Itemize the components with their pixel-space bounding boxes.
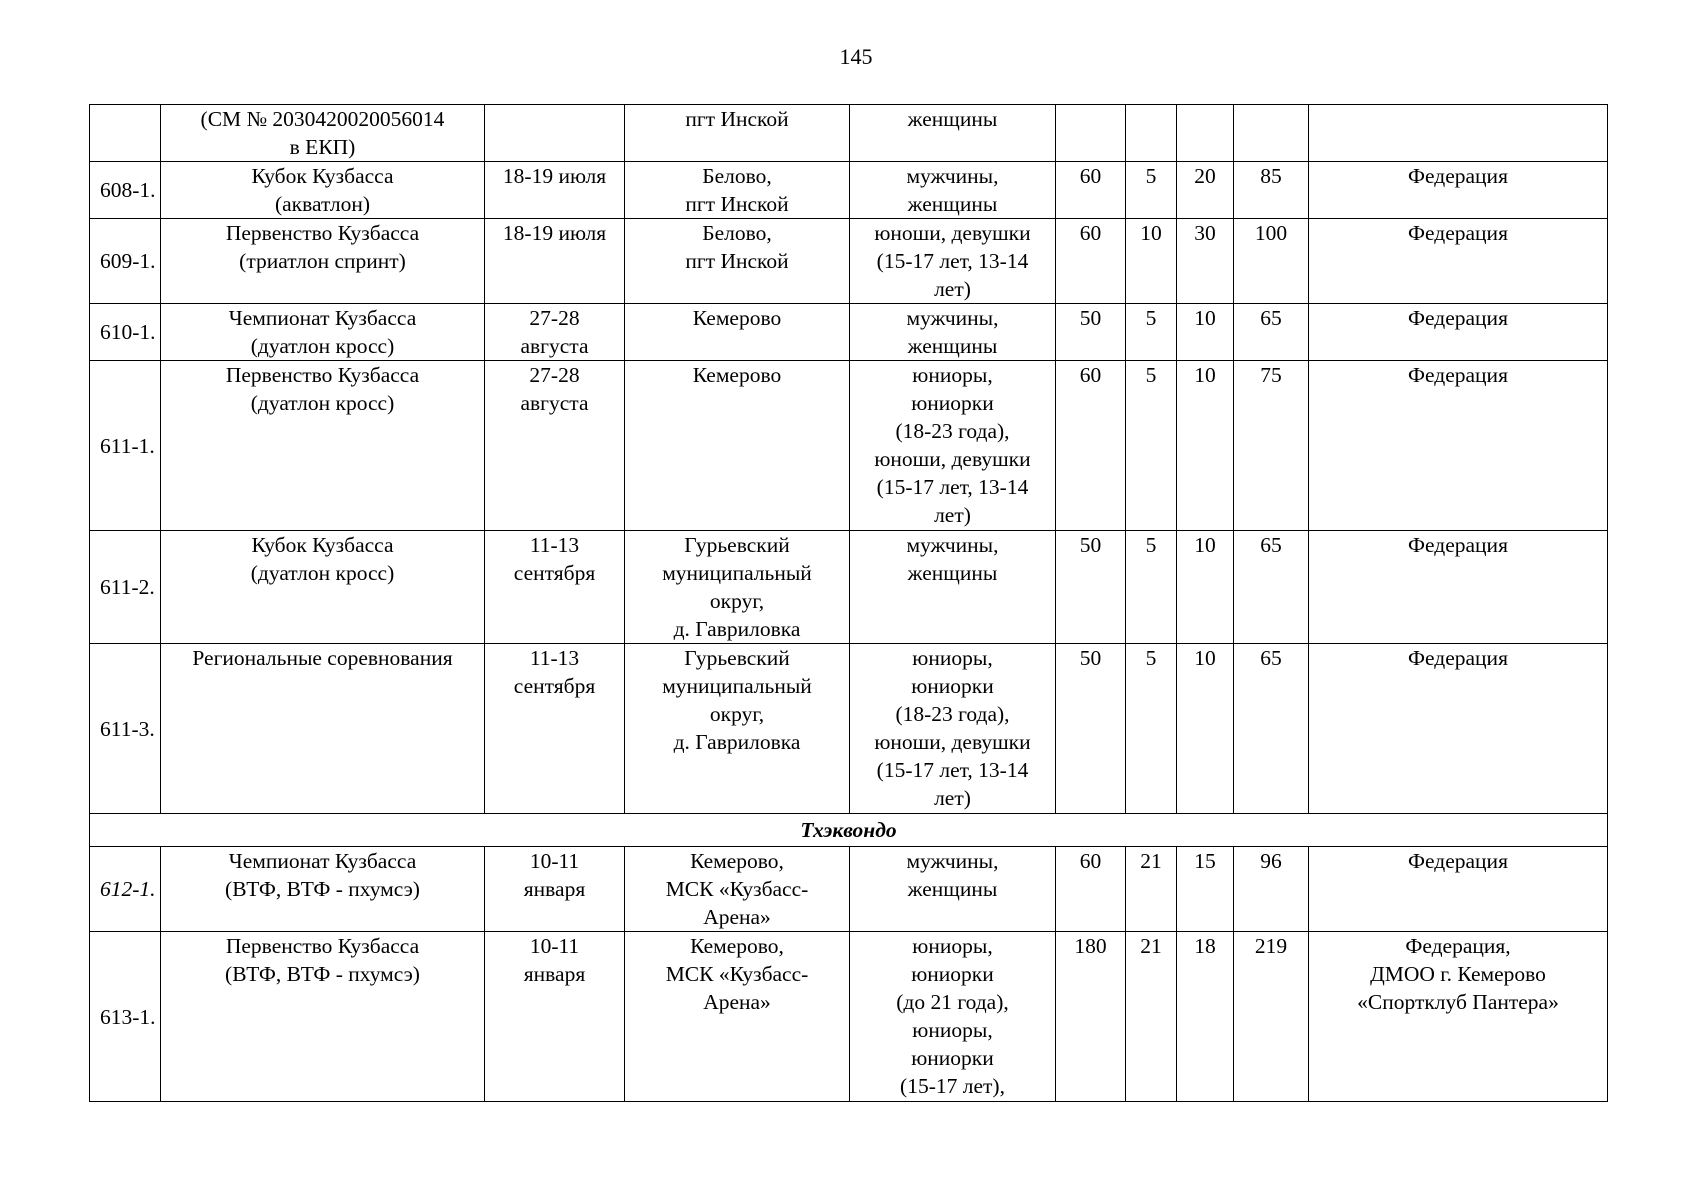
table-row xyxy=(90,219,1608,304)
event-place-cell xyxy=(625,361,850,531)
participants-cell-line: (18-23 года), xyxy=(895,702,1010,726)
participants-cell-line: юноши, девушки xyxy=(874,730,1031,754)
count-cell-2 xyxy=(1126,105,1177,162)
organizer-cell-line: «Спортклуб Пантера» xyxy=(1357,990,1559,1014)
count-cell-3: 10 xyxy=(1177,304,1234,361)
event-date-cell-line: 18-19 июля xyxy=(502,221,607,245)
count-cell-3: 10 xyxy=(1177,644,1234,814)
event-number-cell: 609-1. xyxy=(90,219,161,304)
count-cell-1: 60 xyxy=(1056,361,1126,531)
event-name-cell xyxy=(161,531,485,644)
event-name-cell-line: Кубок Кузбасса xyxy=(251,164,394,188)
organizer-cell-line: Федерация xyxy=(1408,533,1508,557)
count-cell-2: 5 xyxy=(1126,361,1177,531)
count-cell-2: 21 xyxy=(1126,932,1177,1102)
table-row xyxy=(90,304,1608,361)
organizer-cell xyxy=(1309,644,1608,814)
participants-cell-line: юниорки xyxy=(911,391,994,415)
event-name-cell xyxy=(161,361,485,531)
section-title: Тхэквондо xyxy=(90,814,1608,847)
count-cell-3: 18 xyxy=(1177,932,1234,1102)
organizer-cell xyxy=(1309,304,1608,361)
participants-cell-line: лет) xyxy=(934,277,971,301)
event-date-cell-line: 27-28 xyxy=(529,306,580,330)
event-name-cell xyxy=(161,219,485,304)
event-date-cell xyxy=(485,932,625,1102)
event-place-cell-line: Арена» xyxy=(703,990,771,1014)
event-date-cell xyxy=(485,304,625,361)
event-place-cell xyxy=(625,162,850,219)
count-cell-3 xyxy=(1177,105,1234,162)
count-cell-2: 5 xyxy=(1126,531,1177,644)
organizer-cell xyxy=(1309,847,1608,932)
event-place-cell-line: округ, xyxy=(709,702,765,726)
event-name-cell-line: (СМ № 2030420020056014 xyxy=(200,107,445,131)
event-date-cell-line: 11-13 xyxy=(529,533,580,557)
participants-cell-line: мужчины, xyxy=(906,533,999,557)
organizer-cell xyxy=(1309,361,1608,531)
participants-cell-line: юниоры, xyxy=(912,934,993,958)
event-date-cell xyxy=(485,361,625,531)
count-cell-1: 60 xyxy=(1056,219,1126,304)
organizer-cell-line: Федерация xyxy=(1408,306,1508,330)
count-cell-3: 20 xyxy=(1177,162,1234,219)
event-place-cell xyxy=(625,644,850,814)
event-name-cell-line: Чемпионат Кузбасса xyxy=(228,306,417,330)
organizer-cell-line: Федерация xyxy=(1408,646,1508,670)
participants-cell-line: мужчины, xyxy=(906,164,999,188)
count-cell-1: 50 xyxy=(1056,531,1126,644)
total-count-cell: 65 xyxy=(1234,304,1309,361)
event-place-cell-line: пгт Инской xyxy=(685,192,789,216)
event-number-cell: 612-1. xyxy=(90,847,161,932)
event-number-cell xyxy=(90,105,161,162)
participants-cell-line: лет) xyxy=(934,503,971,527)
total-count-cell xyxy=(1234,105,1309,162)
total-count-cell: 219 xyxy=(1234,932,1309,1102)
participants-cell-line: женщины xyxy=(907,877,998,901)
event-date-cell xyxy=(485,105,625,162)
event-name-cell xyxy=(161,932,485,1102)
event-date-cell xyxy=(485,219,625,304)
participants-cell-line: (18-23 года), xyxy=(895,419,1010,443)
event-number-cell: 611-2. xyxy=(90,531,161,644)
total-count-cell: 65 xyxy=(1234,531,1309,644)
participants-cell xyxy=(850,219,1056,304)
participants-cell xyxy=(850,105,1056,162)
event-place-cell xyxy=(625,932,850,1102)
event-name-cell-line: Первенство Кузбасса xyxy=(225,221,420,245)
participants-cell-line: мужчины, xyxy=(906,306,999,330)
schedule-table xyxy=(89,104,1608,1102)
event-number-cell: 613-1. xyxy=(90,932,161,1102)
participants-cell xyxy=(850,932,1056,1102)
table-row xyxy=(90,162,1608,219)
participants-cell-line: юниоры, xyxy=(912,363,993,387)
event-date-cell-line: января xyxy=(523,962,586,986)
participants-cell xyxy=(850,304,1056,361)
event-place-cell xyxy=(625,531,850,644)
event-date-cell-line: сентября xyxy=(513,561,596,585)
event-date-cell xyxy=(485,531,625,644)
event-date-cell-line: августа xyxy=(520,334,589,358)
event-place-cell xyxy=(625,847,850,932)
event-name-cell-line: Первенство Кузбасса xyxy=(225,934,420,958)
section-row xyxy=(90,814,1608,847)
event-place-cell-line: д. Гавриловка xyxy=(673,617,801,641)
count-cell-1: 180 xyxy=(1056,932,1126,1102)
event-name-cell-line: Региональные соревнования xyxy=(192,646,453,670)
organizer-cell-line: Федерация xyxy=(1408,164,1508,188)
event-name-cell-line: Первенство Кузбасса xyxy=(225,363,420,387)
participants-cell-line: юниоры, xyxy=(912,1018,993,1042)
count-cell-2: 5 xyxy=(1126,644,1177,814)
participants-cell-line: юноши, девушки xyxy=(874,221,1031,245)
event-place-cell-line: Гурьевский xyxy=(684,646,790,670)
total-count-cell: 65 xyxy=(1234,644,1309,814)
count-cell-1: 50 xyxy=(1056,644,1126,814)
event-place-cell-line: Белово, xyxy=(702,164,772,188)
participants-cell xyxy=(850,847,1056,932)
event-place-cell-line: д. Гавриловка xyxy=(673,730,801,754)
event-name-cell xyxy=(161,304,485,361)
count-cell-1: 60 xyxy=(1056,162,1126,219)
table-row xyxy=(90,847,1608,932)
participants-cell-line: (15-17 лет, 13-14 xyxy=(876,249,1029,273)
count-cell-3: 10 xyxy=(1177,531,1234,644)
event-place-cell-line: муниципальный xyxy=(662,674,812,698)
participants-cell-line: юниоры, xyxy=(912,646,993,670)
event-place-cell-line: Белово, xyxy=(702,221,772,245)
participants-cell xyxy=(850,361,1056,531)
event-name-cell-line: (дуатлон кросс) xyxy=(250,391,395,415)
event-place-cell-line: округ, xyxy=(709,589,765,613)
total-count-cell: 75 xyxy=(1234,361,1309,531)
total-count-cell: 100 xyxy=(1234,219,1309,304)
participants-cell xyxy=(850,531,1056,644)
event-name-cell-line: в ЕКП) xyxy=(289,135,356,159)
event-number-cell: 611-3. xyxy=(90,644,161,814)
organizer-cell-line: Федерация xyxy=(1408,363,1508,387)
event-date-cell-line: 18-19 июля xyxy=(502,164,607,188)
event-date-cell-line: августа xyxy=(520,391,589,415)
participants-cell-line: юниорки xyxy=(911,1046,994,1070)
event-place-cell-line: Кемерово xyxy=(692,363,782,387)
participants-cell xyxy=(850,162,1056,219)
total-count-cell: 85 xyxy=(1234,162,1309,219)
participants-cell-line: юноши, девушки xyxy=(874,447,1031,471)
event-name-cell xyxy=(161,162,485,219)
organizer-cell-line: Федерация xyxy=(1408,849,1508,873)
participants-cell-line: женщины xyxy=(907,107,998,131)
event-number-cell: 608-1. xyxy=(90,162,161,219)
count-cell-1 xyxy=(1056,105,1126,162)
event-name-cell-line: (ВТФ, ВТФ - пхумсэ) xyxy=(225,962,420,986)
count-cell-3: 30 xyxy=(1177,219,1234,304)
event-place-cell-line: МСК «Кузбасс- xyxy=(665,962,809,986)
table-row xyxy=(90,644,1608,814)
event-number-cell: 611-1. xyxy=(90,361,161,531)
event-place-cell-line: МСК «Кузбасс- xyxy=(665,877,809,901)
event-place-cell-line: пгт Инской xyxy=(685,107,789,131)
table-row xyxy=(90,932,1608,1102)
event-name-cell-line: Кубок Кузбасса xyxy=(251,533,394,557)
count-cell-2: 5 xyxy=(1126,162,1177,219)
organizer-cell-line: Федерация xyxy=(1408,221,1508,245)
participants-cell xyxy=(850,644,1056,814)
participants-cell-line: мужчины, xyxy=(906,849,999,873)
table-row xyxy=(90,361,1608,531)
participants-cell-line: лет) xyxy=(934,786,971,810)
total-count-cell: 96 xyxy=(1234,847,1309,932)
event-name-cell xyxy=(161,847,485,932)
organizer-cell-line: Федерация, xyxy=(1405,934,1511,958)
event-date-cell-line: сентября xyxy=(513,674,596,698)
event-place-cell xyxy=(625,219,850,304)
page-number: 145 xyxy=(839,44,873,69)
organizer-cell xyxy=(1309,162,1608,219)
participants-cell-line: (до 21 года), xyxy=(896,990,1009,1014)
count-cell-1: 60 xyxy=(1056,847,1126,932)
count-cell-2: 21 xyxy=(1126,847,1177,932)
participants-cell-line: (15-17 лет, 13-14 xyxy=(876,475,1029,499)
event-place-cell-line: муниципальный xyxy=(662,561,812,585)
participants-cell-line: (15-17 лет, 13-14 xyxy=(876,758,1029,782)
participants-cell-line: женщины xyxy=(907,561,998,585)
participants-cell-line: (15-17 лет), xyxy=(900,1074,1005,1098)
count-cell-3: 15 xyxy=(1177,847,1234,932)
participants-cell-line: юниорки xyxy=(911,674,994,698)
participants-cell-line: женщины xyxy=(907,192,998,216)
organizer-cell-line: ДМОО г. Кемерово xyxy=(1370,962,1546,986)
event-place-cell-line: Кемерово xyxy=(692,306,782,330)
event-place-cell-line: Арена» xyxy=(703,905,771,929)
event-name-cell-line: (акватлон) xyxy=(274,192,370,216)
event-place-cell-line: Гурьевский xyxy=(684,533,790,557)
participants-cell-line: женщины xyxy=(907,334,998,358)
event-place-cell xyxy=(625,304,850,361)
event-place-cell-line: пгт Инской xyxy=(685,249,789,273)
organizer-cell xyxy=(1309,105,1608,162)
count-cell-2: 10 xyxy=(1126,219,1177,304)
event-name-cell xyxy=(161,644,485,814)
event-date-cell-line: 10-11 xyxy=(529,849,580,873)
organizer-cell xyxy=(1309,932,1608,1102)
event-name-cell-line: (дуатлон кросс) xyxy=(250,334,395,358)
event-place-cell-line: Кемерово, xyxy=(690,849,784,873)
organizer-cell xyxy=(1309,531,1608,644)
event-number-cell: 610-1. xyxy=(90,304,161,361)
count-cell-3: 10 xyxy=(1177,361,1234,531)
event-name-cell-line: (дуатлон кросс) xyxy=(250,561,395,585)
table-row xyxy=(90,531,1608,644)
event-date-cell xyxy=(485,847,625,932)
event-date-cell xyxy=(485,644,625,814)
event-name-cell-line: Чемпионат Кузбасса xyxy=(228,849,417,873)
event-name-cell xyxy=(161,105,485,162)
event-place-cell-line: Кемерово, xyxy=(690,934,784,958)
participants-cell-line: юниорки xyxy=(911,962,994,986)
event-name-cell-line: (ВТФ, ВТФ - пхумсэ) xyxy=(225,877,420,901)
event-date-cell-line: 10-11 xyxy=(529,934,580,958)
table-row xyxy=(90,105,1608,162)
event-date-cell xyxy=(485,162,625,219)
event-date-cell-line: января xyxy=(523,877,586,901)
event-place-cell xyxy=(625,105,850,162)
event-date-cell-line: 11-13 xyxy=(529,646,580,670)
event-name-cell-line: (триатлон спринт) xyxy=(239,249,406,273)
count-cell-1: 50 xyxy=(1056,304,1126,361)
count-cell-2: 5 xyxy=(1126,304,1177,361)
organizer-cell xyxy=(1309,219,1608,304)
event-date-cell-line: 27-28 xyxy=(529,363,580,387)
